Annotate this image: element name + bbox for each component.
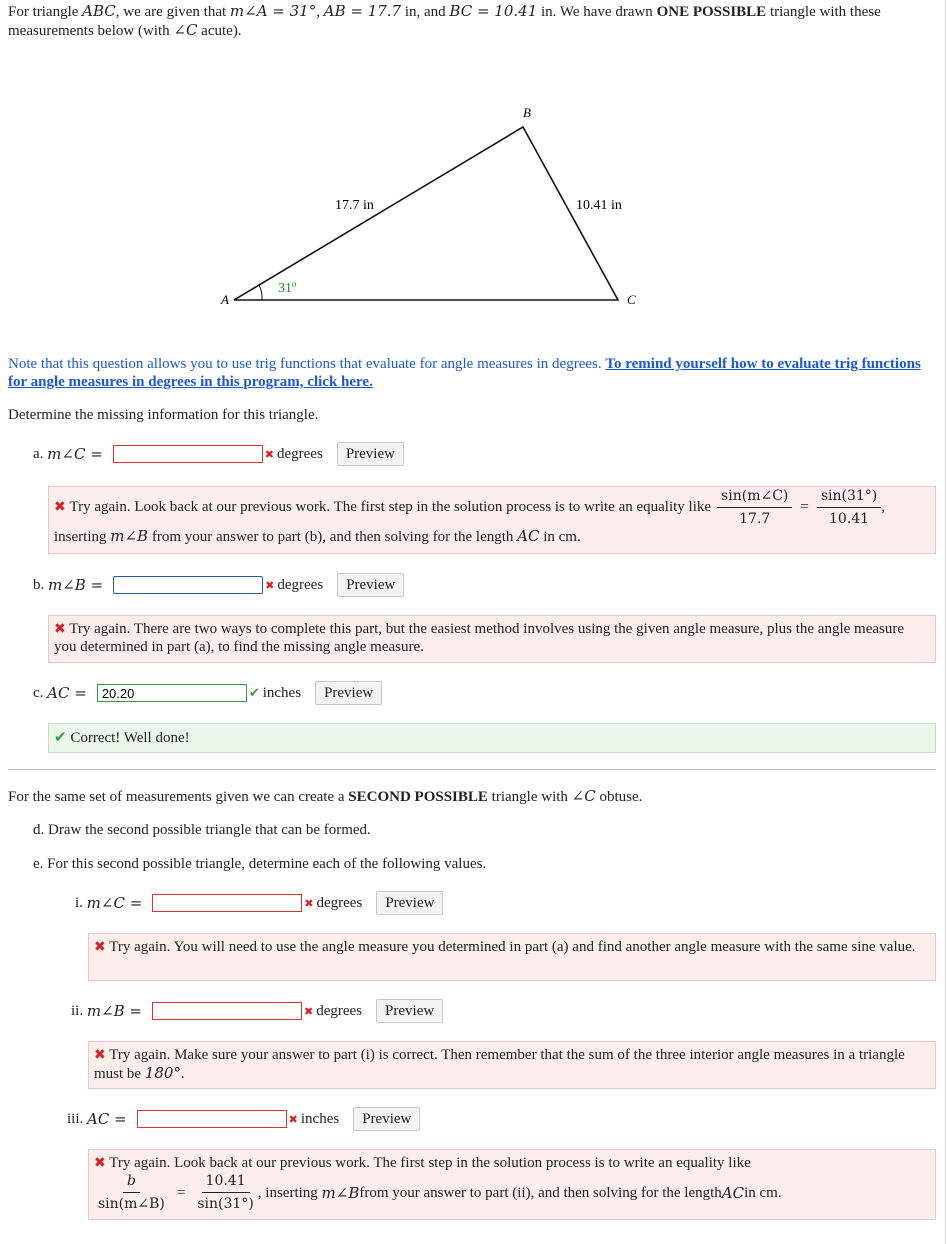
comma: , <box>881 499 886 515</box>
part-eii-math: m∠B = <box>86 1002 142 1020</box>
trig-note <box>8 355 933 391</box>
part-b-math: m∠B = <box>48 576 104 594</box>
part-eii-input[interactable] <box>152 1002 302 1020</box>
part-ei-feedback-text: Try again. You will need to use the angle measure you determined in part (a) and find another angle measure with the same sine value. <box>109 939 916 955</box>
part-a-feedback: ✖ Try again. Look back at our previous work. The first step in the solution process is to write an equality like $\frac{\sin(m\angle C)}{17.7}$ = $\frac{\sin(31^\circ)}{10.41}$ , inserting m∠B from your answer to part (b), and then solving for the length AC in cm. <box>48 486 936 554</box>
equals-sign: = <box>800 499 809 515</box>
part-c-input[interactable] <box>97 684 247 702</box>
intro-bc: BC = 10.41 <box>449 2 538 20</box>
part-eii-feedback: ✖ Try again. Make sure your answer to part (i) is correct. Then remember that the sum of the three interior angle measures in a triangle must be 180°. <box>88 1041 936 1089</box>
angle-arc <box>259 285 262 300</box>
part-c-math: AC = <box>47 684 87 702</box>
part-ei-math: m∠C = <box>86 894 143 912</box>
fraction-2: $\frac{10.41}{\sin(31^\circ)}$ <box>197 1173 254 1212</box>
fraction-1: $\frac{\sin(m\angle C)}{17.7}$ <box>717 487 792 528</box>
part-d-text: d. Draw the second possible triangle that can be formed. <box>33 822 371 838</box>
part-c-label: c. <box>33 684 44 701</box>
triangle-diagram <box>0 95 948 320</box>
intro-text-7: acute). <box>197 23 242 39</box>
part-a-row <box>33 442 404 466</box>
part-b-input[interactable] <box>113 576 263 594</box>
intro-angle-c: ∠C <box>173 21 198 39</box>
incorrect-icon: ✖ <box>265 578 275 592</box>
part-eiii-label: iii. <box>67 1110 84 1127</box>
part-eii-label: ii. <box>71 1002 84 1019</box>
note-text: Note that this question allows you to use trig functions that evaluate for angle measures in degrees. <box>8 356 606 372</box>
incorrect-icon: ✖ <box>54 499 66 515</box>
part-b-row <box>33 573 404 597</box>
part-eiii-feedback-text: Try again. Look back at our previous work. The first step in the solution process is to write an equality like <box>109 1155 751 1171</box>
part-a-unit: degrees <box>277 445 323 462</box>
part-a-math: m∠C = <box>47 445 103 463</box>
section-divider <box>8 769 936 770</box>
part-b-preview-button[interactable]: Preview <box>337 573 404 597</box>
part-eiii-input[interactable] <box>137 1110 287 1128</box>
incorrect-icon: ✖ <box>94 939 106 955</box>
intro-text-3: , <box>316 4 324 20</box>
part-ei-unit: degrees <box>316 894 363 911</box>
correct-check-icon: ✔ <box>54 728 67 746</box>
intro-text-4: in, and <box>401 4 450 20</box>
second-intro: For the same set of measurements given we can create a SECOND POSSIBLE triangle with ∠C obtuse. <box>8 787 643 805</box>
part-b-feedback <box>48 615 936 663</box>
part-a-label: a. <box>33 445 44 462</box>
part-c-unit: inches <box>262 684 302 701</box>
determine-text: Determine the missing information for this triangle. <box>8 407 319 423</box>
part-c-preview-button[interactable]: Preview <box>315 681 382 705</box>
equals-sign: = <box>176 1184 186 1201</box>
incorrect-icon: ✖ <box>94 1155 106 1171</box>
trig-help-link[interactable]: To remind yourself how to evaluate trig functions for angle measures in degrees in this program, click here. <box>8 356 921 390</box>
part-ei-preview-button[interactable]: Preview <box>376 891 443 915</box>
incorrect-icon: ✖ <box>94 1047 106 1063</box>
intro-text-2: , we are given that <box>115 4 230 20</box>
part-ei-feedback <box>88 933 936 981</box>
part-a-preview-button[interactable]: Preview <box>337 442 404 466</box>
vertex-a-label: A <box>221 292 229 307</box>
side-bc-label: 10.41 in <box>576 198 622 213</box>
incorrect-icon: ✖ <box>304 896 314 910</box>
part-a-input[interactable] <box>113 445 263 463</box>
intro-ab: AB = 17.7 <box>323 2 402 20</box>
part-eiii-feedback: ✖ Try again. Look back at our previous work. The first step in the solution process is to write an equality like $\frac{b}{\sin(m\angle B)}$ = $\frac{10.41}{\sin(31^\circ)}$ , inserting m∠B from your answer to part (ii), and then solving for the length AC in cm. <box>88 1149 936 1220</box>
part-eii-preview-button[interactable]: Preview <box>376 999 443 1023</box>
part-eiii-unit: inches <box>300 1110 340 1127</box>
part-eiii-math: AC = <box>87 1110 127 1128</box>
part-c-feedback-text: Correct! Well done! <box>70 730 190 746</box>
incorrect-icon: ✖ <box>264 447 274 461</box>
intro-angle-a: m∠A = 31° <box>229 2 317 20</box>
intro-bold: ONE POSSIBLE <box>656 4 767 20</box>
part-ei-input[interactable] <box>152 894 302 912</box>
part-e-text: e. For this second possible triangle, determine each of the following values. <box>33 856 487 872</box>
angle-a-label: 31º <box>278 281 297 296</box>
fraction-1: $\frac{b}{\sin(m\angle B)}$ <box>98 1173 165 1212</box>
correct-check-icon: ✔ <box>248 685 260 701</box>
incorrect-icon: ✖ <box>54 621 66 637</box>
triangle-shape <box>234 127 618 300</box>
part-b-label: b. <box>33 576 45 593</box>
intro-text-1: For triangle <box>8 4 83 20</box>
intro-text-6: triangle with these measurements below (with <box>8 4 881 39</box>
part-eii-row <box>71 999 443 1023</box>
part-eiii-preview-button[interactable]: Preview <box>353 1107 420 1131</box>
vertex-b-label: B <box>523 105 531 120</box>
side-ab-label: 17.7 in <box>335 198 374 213</box>
part-eiii-row <box>67 1107 420 1131</box>
vertex-c-label: C <box>627 292 636 307</box>
problem-intro <box>8 2 933 40</box>
incorrect-icon: ✖ <box>304 1004 314 1018</box>
part-b-feedback-text: Try again. There are two ways to complete this part, but the easiest method involves using the given angle measure, plus the angle measure you determined in part (a), to find the missing angle measure. <box>54 621 905 655</box>
part-eii-unit: degrees <box>316 1002 363 1019</box>
intro-text-5: in. We have drawn <box>537 4 657 20</box>
part-c-row <box>33 681 382 705</box>
incorrect-icon: ✖ <box>288 1112 298 1126</box>
intro-triangle: ABC <box>82 2 116 20</box>
part-ei-row <box>75 891 443 915</box>
part-ei-label: i. <box>75 894 83 911</box>
part-c-feedback <box>48 723 936 753</box>
fraction-2: $\frac{\sin(31^\circ)}{10.41}$ <box>817 487 881 528</box>
part-a-feedback-text: Try again. Look back at our previous work. The first step in the solution process is to write an equality like <box>69 499 712 515</box>
part-b-unit: degrees <box>277 576 324 593</box>
